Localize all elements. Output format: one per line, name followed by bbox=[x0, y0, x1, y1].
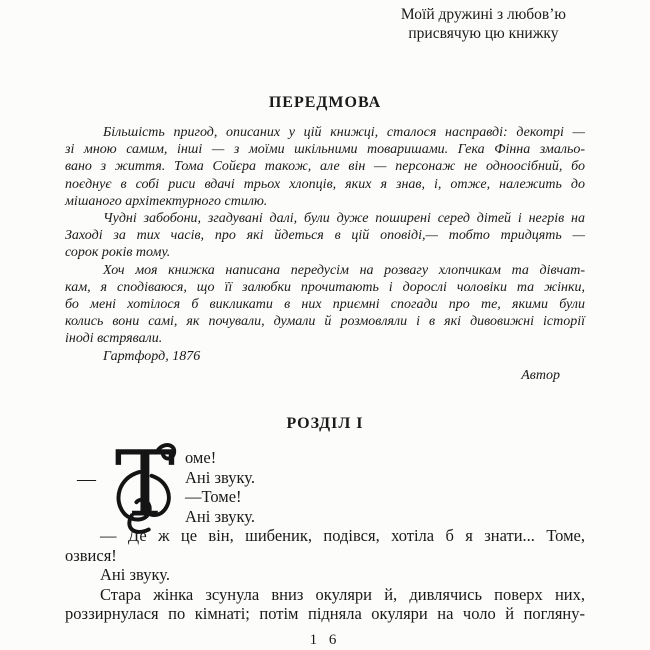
preface-text-line: Хоч моя книжка написана передусім на розвагу хлопчикам та дівчат- bbox=[103, 262, 585, 278]
preface-text-line: сорок років тому. bbox=[65, 245, 171, 261]
page-number: 1 6 bbox=[309, 631, 341, 648]
preface-text-line: Більшість пригод, описаних у цій книжці, сталося насправді: декотрі — bbox=[103, 125, 585, 140]
preface-title: ПЕРЕДМОВА bbox=[268, 94, 382, 111]
dedication-line-1: Моїй дружині з любов’ю bbox=[400, 6, 566, 23]
preface-text-line: Заході за тих часів, про які йдеться в цій оповіді,— тобто тридцять — bbox=[65, 228, 585, 244]
preface-text-line: вано з життя. Тома Сойєра також, але він — персонаж не одноосібний, бо bbox=[65, 159, 585, 175]
preface-text-line: кам, я сподіваюся, що її залюбки прочитають і дорослі чоловіки та жінки, bbox=[65, 279, 585, 295]
preface-text-line: колись вони самі, як почували, думали й розмовляли і в які дивовижні історії bbox=[65, 314, 585, 330]
chapter-paragraph-lines bbox=[65, 526, 585, 624]
chapter-body bbox=[65, 432, 585, 624]
dropcap-initial bbox=[65, 432, 185, 538]
dialogue-line: Ані звуку. bbox=[185, 467, 255, 487]
dialogue-line: —Томе! bbox=[185, 487, 242, 507]
text-line: озвися! bbox=[65, 545, 117, 565]
text-line: — Де ж це він, шибеник, подівся, хотіла б я знати... Томе, bbox=[100, 526, 585, 546]
preface-text-line: іноді встрявали. bbox=[65, 331, 163, 347]
text-line: Ані звуку. bbox=[100, 565, 170, 585]
dialogue-dash: — bbox=[77, 469, 95, 491]
text-line: Стара жінка зсунула вниз окуляри й, дивлячись поверх них, bbox=[100, 584, 585, 604]
author-signature: Автор bbox=[521, 367, 560, 383]
preface-text-line: бо мені хотілося б викликати в них приємні спогади про те, якими були bbox=[65, 297, 585, 313]
preface-text-line: зі мною самим, інші — з моїми шкільними товаришами. Гека Фінна змальо- bbox=[65, 142, 585, 158]
svg-text:Т: Т bbox=[114, 432, 176, 538]
dialogue-line: оме! bbox=[185, 448, 217, 468]
chapter-title: РОЗДІЛ І bbox=[286, 415, 364, 433]
dedication bbox=[401, 5, 566, 43]
preface-text-line: поєднує в собі риси вдачі трьох хлопців, яких я знав, і, отже, належить до bbox=[65, 176, 585, 192]
preface-text-line: Чудні забобони, згадувані далі, були дуже поширені серед дітей і негрів на bbox=[103, 211, 585, 227]
dedication-line-2: присвячую цю книжку bbox=[408, 25, 559, 42]
text-line: роззирнулася по кімнаті; потім підняла окуляри на чоло й погляну- bbox=[65, 604, 585, 624]
preface-dateline: Гартфорд, 1876 bbox=[103, 348, 201, 364]
preface-text-line: мішаного архітектурного стилю. bbox=[65, 193, 268, 209]
preface-body bbox=[65, 124, 585, 348]
dialogue-line: Ані звуку. bbox=[185, 506, 255, 526]
ornate-initial-letter-icon bbox=[111, 432, 177, 538]
